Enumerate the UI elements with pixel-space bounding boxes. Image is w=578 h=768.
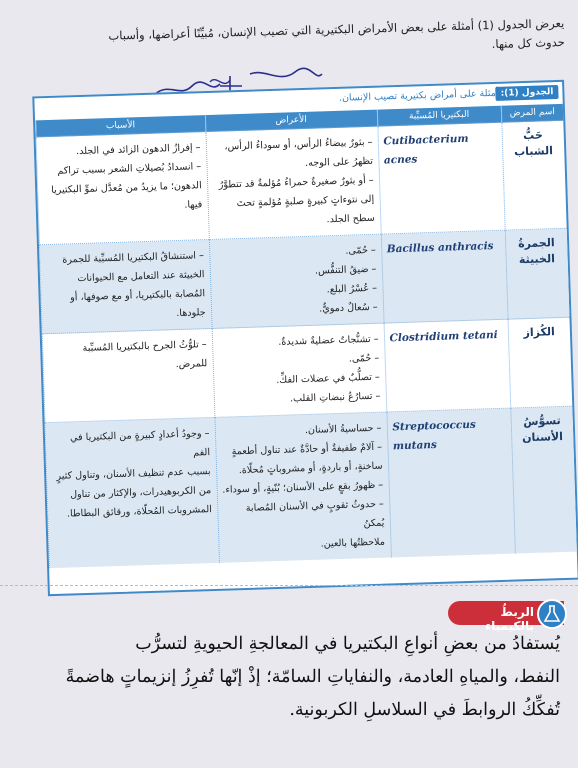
symptom-line: – ضيقُ التنفُّس. bbox=[314, 263, 377, 277]
header-disease: اسم المرض bbox=[501, 104, 563, 122]
table-row bbox=[36, 120, 567, 245]
header-causes: الأسباب bbox=[36, 115, 206, 137]
symptom-line: ساخنةٍ، أو باردةٍ، أو مشروباتٍ مُحلّاة. bbox=[238, 460, 383, 477]
chemistry-link-badge bbox=[448, 601, 564, 633]
cause-line: – تلوُّثُ الجرح بالبكتيريا المُسبِّبة للمرض. bbox=[82, 339, 208, 371]
symptom-line: – حُمّى. bbox=[348, 352, 380, 365]
symptom-line: – أو بثورٌ صغيرةٌ حمراءُ مُؤلمةٌ قد تتطوَّرُ bbox=[218, 174, 374, 191]
disease-name-cell: الجمرةُ الخبيثة bbox=[505, 228, 570, 319]
flask-icon bbox=[537, 599, 567, 629]
cause-line: – وجودُ أعدادٍ كبيرةٍ من البكتيريا في الفم bbox=[69, 428, 211, 459]
cause-line: فيها. bbox=[184, 199, 203, 211]
cause-line: بسبب عدم تنظيف الأسنان، وتناول كثيرٍ bbox=[56, 466, 211, 482]
bacteria-name-cell: Cutibacterium acnes bbox=[377, 122, 504, 234]
symptom-line: – حُمّى. bbox=[345, 244, 376, 257]
symptom-line: – آلامٌ طفيفةٌ أو حادَّةٌ عند تناول أطعمةٍ bbox=[231, 441, 383, 458]
header-symptoms: الأعراض bbox=[205, 110, 377, 132]
symptoms-cell bbox=[212, 323, 387, 417]
cause-line: – استنشاقُ البكتيريا المُسبِّبة للجمرة bbox=[62, 250, 205, 266]
symptom-line: – عُسْرُ البلع. bbox=[326, 282, 378, 296]
table-title: أمثلة على أمراض بكتيرية تصيب الإنسان. bbox=[338, 87, 499, 104]
symptoms-cell bbox=[214, 412, 390, 563]
cause-line: – إفرازُ الدهون الزائد في الجلد. bbox=[75, 142, 201, 158]
symptom-line: – سُعالٌ دمويٌّ. bbox=[319, 301, 378, 315]
paragraph-line: تُفكِّكُ الروابطَ في السلاسلِ الكربونية. bbox=[289, 700, 560, 720]
symptom-line: – تصلُّبٌ في عضلات الفكِّ. bbox=[276, 371, 380, 386]
badge-label: الربطُ بالكيمياء bbox=[485, 605, 534, 633]
symptoms-cell bbox=[205, 126, 380, 239]
chemistry-paragraph bbox=[20, 628, 560, 727]
table-number: الجدول (1): bbox=[495, 85, 558, 101]
table-body bbox=[36, 120, 577, 568]
symptom-line: إلى نتوءاتٍ كبيرةٍ صلبةٍ مُؤلمةٍ تحتَ bbox=[236, 193, 375, 210]
symptom-line: – ظهورُ بقعٍ على الأسنان؛ بُنّيةٍ، أو سوداء. bbox=[222, 479, 384, 496]
symptom-line: – تشنُّجاتٌ عضليةٌ شديدةٌ. bbox=[278, 333, 379, 348]
table-row bbox=[39, 228, 569, 334]
symptoms-cell bbox=[209, 234, 384, 328]
causes-cell bbox=[45, 417, 219, 568]
causes-cell bbox=[36, 132, 209, 245]
table-row bbox=[42, 317, 572, 423]
symptom-line: ملاحظتُها بالعين. bbox=[320, 536, 386, 550]
cause-line: الدهون؛ ما يزيدُ من مُعدَّل نموِّ البكتيريا bbox=[50, 180, 202, 196]
symptom-line: – تسارُعُ نبضاتِ القلب. bbox=[289, 390, 381, 405]
cause-line: الخبيثة عند التعامل مع الحيوانات bbox=[77, 269, 205, 285]
bacteria-name-cell: Bacillus anthracis bbox=[381, 230, 508, 323]
table bbox=[35, 104, 577, 568]
cause-line: من الكربوهيدرات، والإكثار من تناول bbox=[69, 485, 212, 501]
symptom-line: سطح الجلد. bbox=[326, 212, 375, 226]
header-bacteria: البكتيريا المُسبِّبة bbox=[377, 106, 501, 126]
disease-name-cell: حَبُّ الشباب bbox=[501, 120, 566, 230]
causes-cell bbox=[42, 328, 214, 422]
paragraph-line: يُستفادُ من بعضِ أنواعِ البكتيريا في المعالجةِ الحيويةِ لتسرُّب bbox=[135, 634, 560, 654]
symptom-line: – حدوثُ ثقوبٍ في الأسنان المُصابة يُمكنُ bbox=[245, 498, 385, 530]
causes-cell bbox=[39, 240, 211, 334]
cause-line: المشروبات المُحلّاة، ورقائق البطاطا. bbox=[66, 504, 213, 520]
symptom-line: – بثورٌ بيضاءُ الرأس، أو سوداءُ الرأس، bbox=[224, 136, 373, 153]
flask-icon-svg bbox=[539, 601, 565, 627]
bacteria-name-cell: Streptococcus mutans bbox=[386, 408, 515, 557]
disease-name-cell: الكُزاز bbox=[508, 317, 573, 408]
symptom-line: تظهرُ على الوجه. bbox=[304, 155, 374, 169]
intro-line: حدوث كل منها. bbox=[491, 34, 565, 52]
section-divider bbox=[0, 585, 578, 594]
intro-line: يعرض الجدول (1) أمثلة على بعض الأمراض البكتيرية التي تصيب الإنسان، مُبيِّنًا أعراضها، وأسباب bbox=[108, 15, 565, 43]
paragraph-line: النفط، والمياهِ العادمة، والنفاياتِ السامّة؛ إذْ إنّها تُفرِزُ إنزيماتٍ هاضمةً bbox=[65, 667, 560, 687]
cause-line: المُصابة بالبكتيريا، أو مع صوفها، أو bbox=[70, 288, 206, 304]
table-row bbox=[45, 406, 577, 568]
disease-name-cell: تسوُّسُ الأسنان bbox=[510, 406, 577, 553]
cause-line: – انسدادُ بُصيلاتِ الشعر بسبب تراكم bbox=[57, 161, 202, 177]
bacterial-diseases-table bbox=[32, 80, 578, 596]
intro-paragraph bbox=[44, 14, 565, 67]
bacteria-name-cell: Clostridium tetani bbox=[384, 319, 511, 412]
cause-line: جلودها. bbox=[176, 307, 206, 320]
symptom-line: – حساسيةُ الأسنان. bbox=[304, 422, 382, 437]
